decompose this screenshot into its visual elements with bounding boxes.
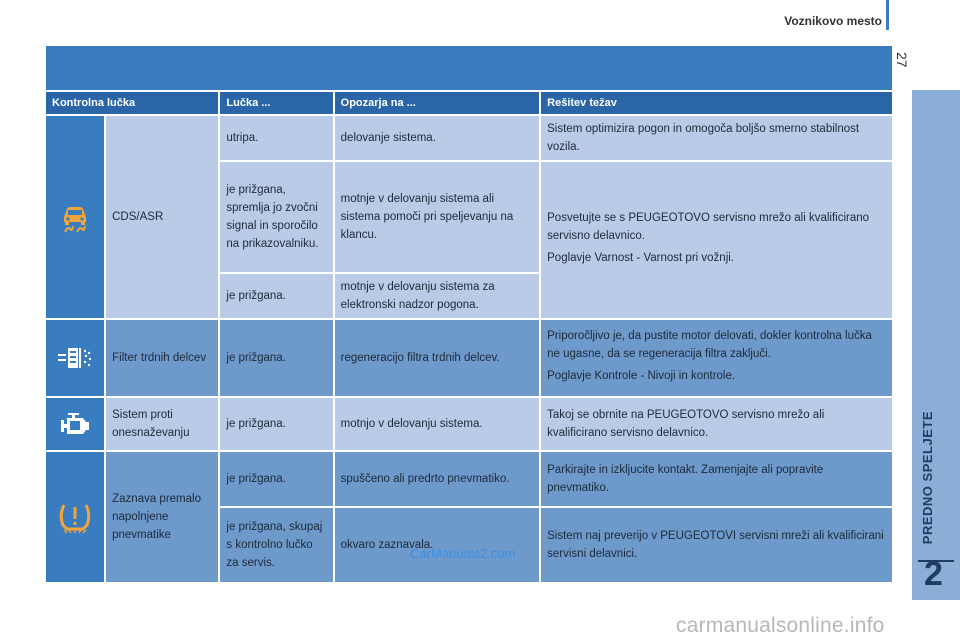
table-row bbox=[46, 320, 892, 396]
icon-cell bbox=[46, 320, 104, 396]
column-header-cause: Opozarja na ... bbox=[335, 92, 539, 114]
light-solution: Sistem naj preverijo v PEUGEOTOVI servisni mreži ali kvalificirani servisni delavnici. bbox=[541, 508, 892, 582]
light-solution: Sistem optimizira pogon in omogoča boljšo smerno stabilnost vozila. bbox=[541, 116, 892, 160]
light-name: Filter trdnih delcev bbox=[106, 320, 218, 396]
light-state: utripa. bbox=[220, 116, 332, 160]
light-cause: motnjo v delovanju sistema. bbox=[335, 398, 539, 450]
light-state: je prižgana, spremlja jo zvočni signal in sporočilo na prikazovalniku. bbox=[220, 162, 332, 272]
title-banner bbox=[46, 46, 892, 90]
light-state: je prižgana. bbox=[220, 274, 332, 318]
solution-reference: Poglavje Kontrole - Nivoji in kontrole. bbox=[547, 370, 736, 382]
light-solution: Parkirajte in izkljucite kontakt. Zamenjajte ali popravite pnevmatiko. bbox=[541, 452, 892, 506]
solution-paragraph: Priporočljivo je, da pustite motor delovati, dokler kontrolna lučka ne ugasne, da se regeneracija filtra zaključi. bbox=[547, 330, 872, 360]
light-state: je prižgana. bbox=[220, 398, 332, 450]
table-row bbox=[46, 398, 892, 450]
icon-cell bbox=[46, 116, 104, 318]
light-solution: Takoj se obrnite na PEUGEOTOVO servisno mrežo ali kvalificirano servisno delavnico. bbox=[541, 398, 892, 450]
column-header-state: Lučka ... bbox=[220, 92, 332, 114]
light-cause: delovanje sistema. bbox=[335, 116, 539, 160]
chapter-label: PREDNO SPELJETE bbox=[920, 410, 935, 544]
light-cause: motnje v delovanju sistema ali sistema pomoči pri speljevanju na klancu. bbox=[335, 162, 539, 272]
header-rule bbox=[886, 0, 889, 30]
solution-reference: Poglavje Varnost - Varnost pri vožnji. bbox=[547, 252, 734, 264]
light-name: CDS/ASR bbox=[106, 116, 218, 318]
column-header-light: Kontrolna lučka bbox=[46, 92, 218, 114]
section-title: Voznikovo mesto bbox=[784, 14, 882, 28]
tyre-pressure-icon bbox=[55, 497, 95, 537]
page-number: 27 bbox=[894, 52, 910, 68]
icon-cell bbox=[46, 452, 104, 582]
light-solution bbox=[541, 320, 892, 396]
chapter-number: 2 bbox=[924, 555, 943, 593]
column-header-solution: Rešitev težav bbox=[541, 92, 892, 114]
icon-cell bbox=[46, 398, 104, 450]
light-name: Sistem proti onesnaževanju bbox=[106, 398, 218, 450]
skid-car-icon bbox=[55, 197, 95, 237]
light-state: je prižgana, skupaj s kontrolno lučko za servis. bbox=[220, 508, 332, 582]
table-row bbox=[46, 452, 892, 506]
footer-watermark: carmanualsonline.info bbox=[676, 614, 885, 637]
engine-icon bbox=[55, 404, 95, 444]
table-header-row bbox=[46, 92, 892, 114]
watermark-link[interactable]: CarManuals2.com bbox=[410, 546, 516, 561]
light-state: je prižgana. bbox=[220, 320, 332, 396]
particle-filter-icon bbox=[55, 338, 95, 378]
solution-paragraph: Posvetujte se s PEUGEOTOVO servisno mrežo ali kvalificirano servisno delavnico. bbox=[547, 212, 870, 242]
light-name: Zaznava premalo napolnjene pnevmatike bbox=[106, 452, 218, 582]
light-state: je prižgana. bbox=[220, 452, 332, 506]
light-cause: regeneracijo filtra trdnih delcev. bbox=[335, 320, 539, 396]
light-cause: okvaro zaznavala. bbox=[335, 508, 539, 582]
warning-lights-table bbox=[44, 90, 894, 584]
chapter-side-tab bbox=[912, 90, 960, 600]
light-cause: spuščeno ali predrto pnevmatiko. bbox=[335, 452, 539, 506]
table-row bbox=[46, 116, 892, 160]
light-solution bbox=[541, 162, 892, 318]
light-cause: motnje v delovanju sistema za elektronski nadzor pogona. bbox=[335, 274, 539, 318]
